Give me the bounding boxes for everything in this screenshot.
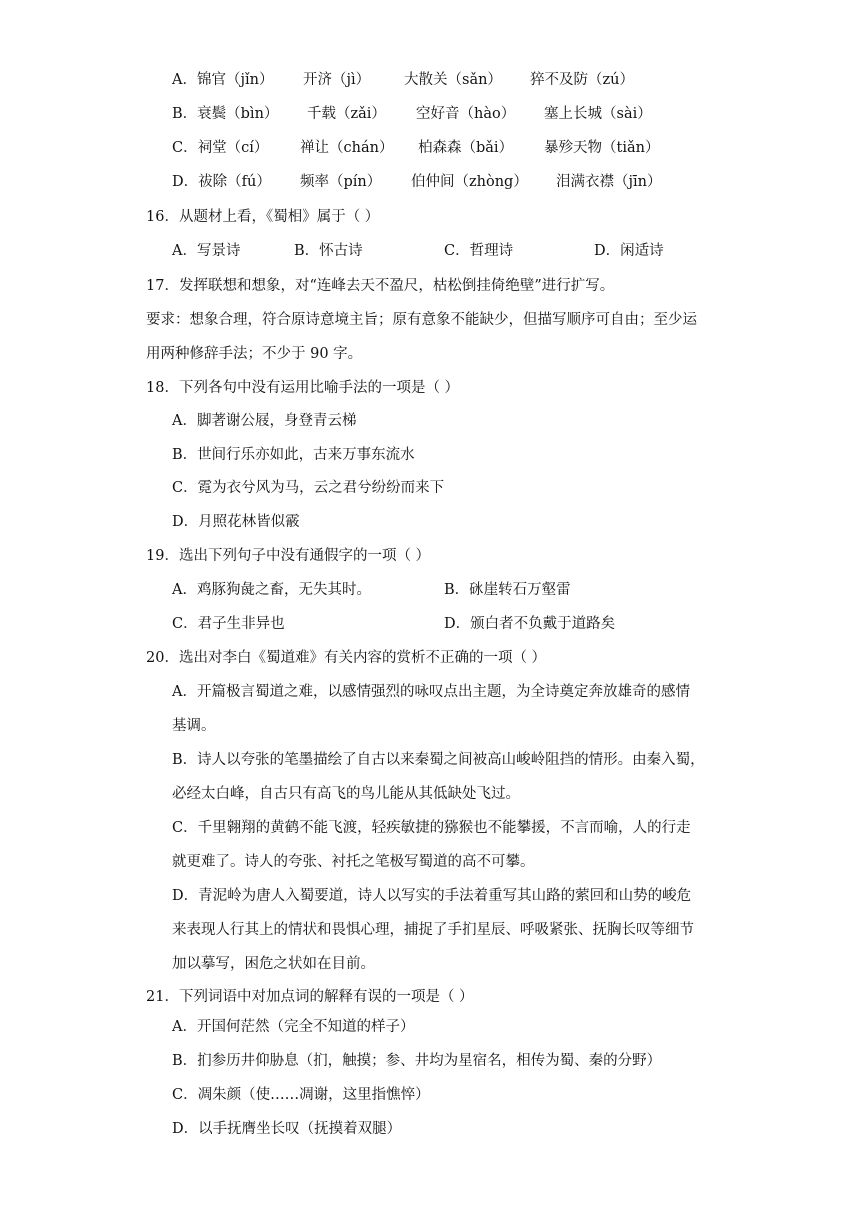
q15-opt-c-3: 柏森森（bǎi） xyxy=(418,140,514,156)
q19-option-a: A．鸡豚狗彘之畜，无失其时。 xyxy=(172,582,371,598)
q20-stem: 20．选出对李白《蜀道难》有关内容的赏析不正确的一项（ ） xyxy=(146,650,547,666)
q15-opt-d-4: 泪满衣襟（jīn） xyxy=(556,174,662,190)
q20-line: 必经太白峰，自古只有高飞的鸟儿能从其低缺处飞过。 xyxy=(172,786,520,802)
q17-requirement-1: 要求：想象合理，符合原诗意境主旨；原有意象不能缺少，但描写顺序可自由；至少运 xyxy=(146,312,697,328)
q16-option-c: C．哲理诗 xyxy=(444,243,514,259)
q15-opt-d-2: 频率（pín） xyxy=(300,174,382,190)
q20-line: C．千里翱翔的黄鹤不能飞渡，轻疾敏捷的猕猴也不能攀援，不言而喻，人的行走 xyxy=(172,820,691,836)
q21-option-c: C．凋朱颜（使……凋谢，这里指憔悴） xyxy=(172,1087,430,1103)
q15-opt-d-3: 伯仲间（zhòng） xyxy=(411,174,528,190)
q15-opt-a-2: 开济（jì） xyxy=(303,72,371,88)
q21-option-d: D．以手抚膺坐长叹（抚摸着双腿） xyxy=(172,1121,402,1137)
q18-stem: 18．下列各句中没有运用比喻手法的一项是（ ） xyxy=(146,380,460,396)
q19-option-d: D．颁白者不负戴于道路矣 xyxy=(444,616,616,632)
q15-opt-b-2: 千载（zǎi） xyxy=(307,106,386,122)
q15-opt-a-3: 大散关（sǎn） xyxy=(404,72,502,88)
q15-opt-d-1: D．祓除（fú） xyxy=(172,174,271,190)
q15-opt-b-3: 空好音（hào） xyxy=(416,106,516,122)
q20-line: 来表现人行其上的情状和畏惧心理，捕捉了手扪星辰、呼吸紧张、抚胸长叹等细节 xyxy=(172,922,694,938)
q19-option-c: C．君子生非异也 xyxy=(172,616,285,632)
q21-stem: 21．下列词语中对加点词的解释有误的一项是（ ） xyxy=(146,989,474,1005)
q21-option-a: A．开国何茫然（完全不知道的样子） xyxy=(172,1019,415,1035)
q21-option-b: B．扪参历井仰胁息（扪，触摸；参、井均为星宿名，相传为蜀、秦的分野） xyxy=(172,1053,662,1069)
q15-opt-c-2: 禅让（chán） xyxy=(300,140,394,156)
q20-line: 就更难了。诗人的夸张、衬托之笔极写蜀道的高不可攀。 xyxy=(172,854,535,870)
q16-stem: 16．从题材上看，《蜀相》属于（ ） xyxy=(146,209,380,225)
q17-requirement-2: 用两种修辞手法；不少于 90 字。 xyxy=(146,346,363,362)
q15-opt-b-4: 塞上长城（sài） xyxy=(544,106,652,122)
q19-option-b: B．砯崖转石万壑雷 xyxy=(444,582,571,598)
q20-line: D．青泥岭为唐人入蜀要道，诗人以写实的手法着重写其山路的萦回和山势的峻危 xyxy=(172,888,692,904)
q16-option-a: A．写景诗 xyxy=(172,243,241,259)
q20-line: 基调。 xyxy=(172,718,216,734)
q15-opt-c-4: 暴殄天物（tiǎn） xyxy=(544,140,660,156)
q18-option-b: B．世间行乐亦如此，古来万事东流水 xyxy=(172,447,415,463)
q17-stem: 17．发挥联想和想象，对“连峰去天不盈尺，枯松倒挂倚绝壁”进行扩写。 xyxy=(146,278,615,294)
q20-line: B．诗人以夸张的笔墨描绘了自古以来秦蜀之间被高山峻岭阻挡的情形。由秦入蜀， xyxy=(172,752,705,768)
q18-option-c: C．霓为衣兮风为马，云之君兮纷纷而来下 xyxy=(172,480,445,496)
q20-line: 加以摹写，困危之状如在目前。 xyxy=(172,956,375,972)
q15-opt-c-1: C．祠堂（cí） xyxy=(172,140,269,156)
q20-line: A．开篇极言蜀道之难，以感情强烈的咏叹点出主题，为全诗奠定奔放雄奇的感情 xyxy=(172,684,690,700)
q15-opt-a-4: 猝不及防（zú） xyxy=(530,72,634,88)
q18-option-d: D．月照花林皆似霰 xyxy=(172,514,300,530)
q16-option-d: D．闲适诗 xyxy=(594,243,664,259)
q19-stem: 19．选出下列句子中没有通假字的一项（ ） xyxy=(146,548,431,564)
q18-option-a: A．脚著谢公屐，身登青云梯 xyxy=(172,413,357,429)
q15-opt-a-1: A．锦官（jǐn） xyxy=(172,72,274,88)
q16-option-b: B．怀古诗 xyxy=(294,243,363,259)
q15-opt-b-1: B．衰鬓（bìn） xyxy=(172,106,279,122)
